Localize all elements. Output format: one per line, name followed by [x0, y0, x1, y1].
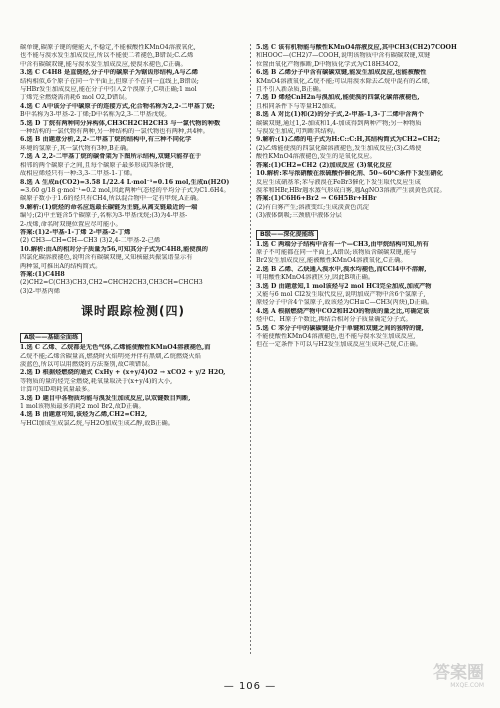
text-line: 答案:(1)C6H6+Br2 → C6H5Br+HBr: [256, 195, 377, 203]
text-line: 淡蓝色,所以可以用燃烧的方法鉴别,故C项错误。: [20, 361, 154, 368]
text-line: 丁烯完全燃烧需消耗6 mol O2,D错误。: [20, 94, 131, 102]
text-line: 9.解析:(1)乙烯的电子式为H:C::C:H,其结构简式为CH2=CH2;: [256, 136, 441, 144]
text-line: 6.选 B 乙烯分子中含有碳碳双键,能发生加成反应,也能被酸性: [256, 69, 427, 77]
level-b-tag: B级——深化提能练: [256, 230, 318, 240]
left-column-text-after: [20, 344, 246, 428]
watermark-text: 答案圈: [433, 663, 484, 683]
text-line: 原子不可能都在同一平面上,A错误;该物质含碳碳双键,能与: [256, 248, 417, 256]
level-a-tag: A级——基础全面练: [20, 333, 82, 343]
text-line: 9.解析:(1)烷烃的命名应选最长碳链为主链,从离支链最近的一端: [20, 203, 198, 211]
text-line: 答案:(1)2-甲基-1-丁烯 2-甲基-2-丁烯: [20, 228, 131, 236]
text-line: 和HOOC—(CH2)7—COOH,说明该物质中含有碳碳双键,双键: [256, 52, 431, 60]
right-column-text-after: [256, 241, 484, 350]
text-line: 乙烷不能;乙烯含碳量高,燃烧时火焰明亮并伴有黑烟,乙烷燃烧火焰: [20, 352, 201, 360]
text-line: 与溴发生加成,可判断其结构。: [256, 128, 340, 136]
text-line: 3.选 C C4H8 是直链烃,分子中的碳原子为锯齿形结构,A与乙烯: [20, 69, 198, 77]
left-column: [20, 44, 246, 656]
text-line: B中名称为3-甲基-2-丁烯;D中名称为2,3-二甲基戊烷。: [20, 111, 171, 119]
column-divider: [250, 44, 251, 654]
text-line: (2)CH2=C(CH3)CH3,CH2=CHCH2CH3,CH3CH=CHCH3: [20, 279, 203, 287]
text-line: 5.选 D 丁烷有两种同分异构体,CH3CH2CH2CH3 与一氯代物的种数: [20, 119, 221, 127]
text-line: 4.选 C A中该分子中碳原子的连接方式,化合物名称为2,2-二甲基丁烷;: [20, 102, 215, 110]
text-line: 2.选 D 根据烃燃烧的通式 CxHy + (x+y/4)O2 → xCO2 + y/2 H2O,: [20, 369, 226, 377]
text-line: 1.选 C 两端分子结构中含有一个—CH3,由甲烷结构可知,所有: [256, 240, 429, 248]
text-line: 与HCl加成生成氯乙烷,与H2O加成生成乙醇,故B正确。: [20, 419, 174, 427]
text-line: 与HBr发生加成反应,能在分子中引入2个溴原子,C项正确;1 mol: [20, 86, 197, 94]
text-line: (3)2-甲基丙烯: [20, 287, 60, 295]
text-line: 烃中C、H原子个数比,再结合相对分子质量确定分子式。: [256, 316, 412, 324]
text-line: 且相同条件下与等量H2加成。: [256, 102, 341, 110]
text-line: 6.选 B 由题意分析,2,2-二甲基丁烷的结构中,有三种不同化学: [20, 136, 192, 144]
right-column-text: [256, 44, 484, 221]
text-line: 又能与6 mol Cl2发生取代反应,说明加成产物中含6个氢原子,: [256, 290, 426, 298]
watermark-logo: [410, 664, 484, 698]
text-line: 答案:(1)CH2=CH2 (2)加成反应 (3)氧化反应: [256, 161, 392, 169]
text-line: (3)液体倒吸;三颈瓶中液体分层: [256, 212, 342, 220]
text-line: 两种氢,可推出A的结构简式。: [20, 262, 102, 270]
text-line: 碳单键,碳原子键的健能大,不稳定,不能被酸性KMnO4溶液氧化,: [20, 44, 196, 51]
text-line: 不能使酸性KMnO4溶液褪色,也不能与溴水发生加成反应,: [256, 333, 416, 340]
text-line: 环境的氢原子,其一氯代物有3种,B正确。: [20, 144, 133, 152]
text-line: 2.选 B 乙烯、乙炔通入溴水中,溴水均褪色,而CCl4中不溶解,: [256, 265, 427, 273]
text-line: 4.选 B 由题意可知,该烃为乙烯,CH2=CH2,: [20, 411, 148, 419]
text-line: 原烃分子中含4个氢原子,故该烃为CH≡C—CH3(丙炔),D正确。: [256, 299, 434, 307]
text-line: 故相应烯烃只有一种:3,3-二甲基-1-丁烯。: [20, 170, 137, 178]
text-line: 位置由氧化产物推断,D中物质化学式为C18H34O2,: [256, 60, 401, 68]
text-line: 计算可知D项耗氧量最多。: [20, 386, 94, 394]
text-line: Br2发生加成反应,能被酸性KMnO4溶液氧化,C正确。: [256, 257, 407, 265]
page-number: — 106 —: [223, 681, 277, 692]
text-line: 但在一定条件下可以与H2发生加成反应生成环己烷,C正确。: [256, 341, 422, 349]
text-line: 碳原子数小于1.6的烃只有CH4,所以混合物中一定有甲烷,A正确。: [20, 195, 203, 203]
text-line: 10.解析:苯与浓硝酸在浓硫酸作催化剂、50~60℃条件下发生硝化: [256, 170, 443, 178]
text-line: 酸性KMnO4溶液褪色,发生的是氧化反应。: [256, 153, 376, 161]
text-line: 5.选 C 苯分子中的碳碳键是介于单键和双键之间的独特的键,: [256, 324, 424, 332]
text-line: 8.选 A 生成n(CO2)=3.58 L/22.4 L·mol⁻¹=0.16 mol,生成n(H2O): [20, 178, 230, 186]
right-column: [256, 44, 484, 656]
text-line: 编号;(2)中主链含5个碳原子,名称为3-甲基戊烷;(3)为4-甲基-: [20, 212, 188, 220]
watermark-url: MXQE.COM: [450, 682, 484, 689]
text-line: 相邻的两个碳原子之间,且每个碳原子最多形成四条价键,: [20, 161, 174, 169]
text-line: 7.选 A 2,2-二甲基丁烷的碳骨架为下图所示结构,双键只能存在于: [20, 153, 202, 161]
text-line: 反应生成硝基苯;苯与液溴在FeBr3催化下发生取代反应生成: [256, 178, 421, 186]
text-line: 5.选 C 该有机物能与酸性KMnO4溶液反应,其中CH3(CH2)7COOH: [256, 44, 457, 51]
text-line: 3.选 D 题目中各物质均能与溴发生加成反应,以双键数目判断,: [20, 394, 191, 402]
text-line: 中含有碳碳双键,能与溴水发生加成反应,使溴水褪色,C正确。: [20, 60, 187, 68]
text-line: 溴苯和HBr,HBr遇水蒸气形成白雾,遇AgNO3溶液产生淡黄色沉淀。: [256, 186, 446, 194]
section-title: 课时跟踪检测(四): [81, 304, 185, 319]
text-line: 结构相似,6个原子在同一个平面上,但原子不在同一直线上,B错误;: [20, 77, 199, 85]
text-line: 等物质的量的烃完全燃烧,耗氧量取决于(x+y/4)的大小,: [20, 377, 173, 385]
text-line: 一种结构的一氯代物有两种,另一种结构的一氯代物也有两种,共4种。: [20, 128, 209, 136]
text-line: 7.选 D 烯烃CnH2n与溴加成,能使溴的四氯化碳溶液褪色,: [256, 94, 420, 102]
text-line: =3.60 g/18 g·mol⁻¹=0.2 mol,因此两种气态烃的平均分子式为C1.6H4。: [20, 186, 230, 194]
text-line: 可用酸性KMnO4溶液区分,因此B项正确。: [256, 274, 375, 282]
text-line: 且不引入新杂质,B正确。: [256, 86, 325, 94]
text-line: 也不能与溴水发生加成反应,所以不能使二者褪色,B错误;C.乙烯: [20, 52, 194, 60]
left-column-text: [20, 44, 246, 296]
text-line: 1 mol该物质最多消耗2 mol Br2,故D正确。: [20, 403, 145, 411]
text-line: (2)有白雾产生;溶液变红;生成淡黄色沉淀: [256, 203, 369, 211]
text-line: 碳碳双键,通过1,2-加成和1,4-加成得到两种产物;另一种物质: [256, 119, 422, 127]
text-line: 2-戊烯,命名时双键位置应尽可能小。: [20, 220, 122, 228]
text-line: 1.选 C 乙烯、乙烷都是无色气体,乙烯能使酸性KMnO4溶液褪色,而: [20, 344, 211, 352]
text-line: 10.解析:由A的相对分子质量为56,可知其分子式为C4H8,能使溴的: [20, 245, 209, 253]
text-line: 4.选 A 根据燃烧产物中CO2和H2O的物质的量之比,可确定该: [256, 307, 430, 315]
text-line: 四氯化碳溶液褪色,说明含有碳碳双键,又知核磁共振氢谱显示有: [20, 254, 193, 262]
text-line: (2)乙烯能使溴的四氯化碳溶液褪色,发生加成反应;(3)乙烯使: [256, 144, 422, 152]
text-line: KMnO4溶液氧化,乙烷不能;可以用溴水除去乙烷中混有的乙烯,: [256, 77, 430, 85]
text-line: (2) CH3—CH=CH—CH3 (3)2,4-二甲基-2-己烯: [20, 237, 161, 245]
text-line: 3.选 D 由题意知,1 mol该烃与2 mol HCl完全加成,加成产物: [256, 282, 432, 290]
text-line: 8.选 A 对比(1)和(2)的分子式,2-甲基-1,3-丁二烯中含两个: [256, 111, 424, 119]
text-line: 答案:(1)C4H8: [20, 270, 65, 278]
